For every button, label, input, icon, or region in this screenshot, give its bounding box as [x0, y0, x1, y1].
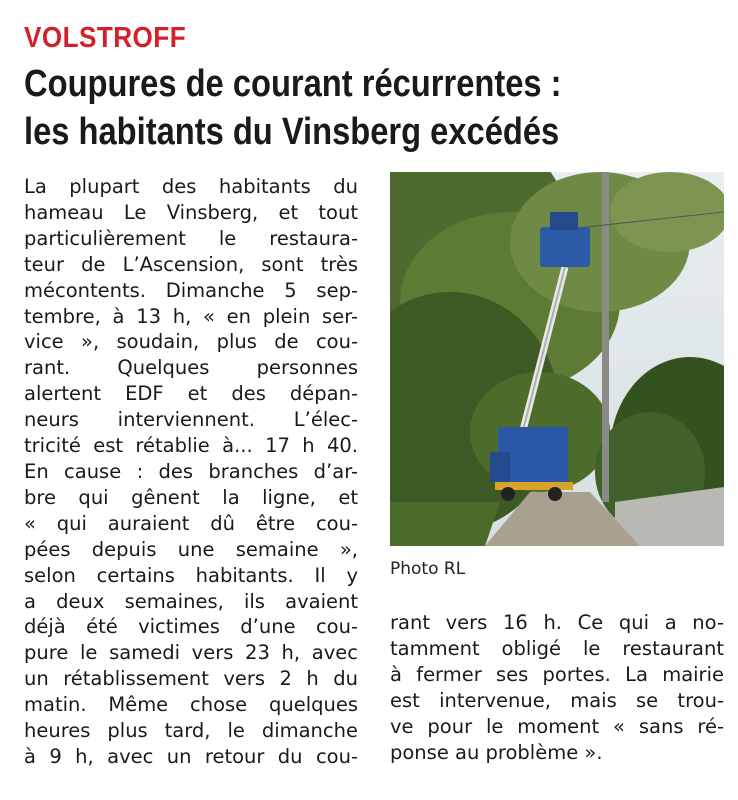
- text-line: vice », soudain, plus de cou-: [24, 330, 358, 354]
- headline: [24, 60, 626, 156]
- text-line: est intervenue, mais se trou-: [390, 688, 724, 712]
- article-column-right: [390, 610, 724, 765]
- text-line: mécontents. Dimanche 5 sep-: [24, 278, 358, 302]
- article-photo: [390, 172, 724, 546]
- text-line: matin. Même chose quelques: [24, 693, 358, 717]
- headline-line-2: les habitants du Vinsberg excédés: [24, 111, 560, 153]
- text-line: pure le samedi vers 23 h, avec: [24, 641, 358, 665]
- text-line: ve pour le moment « sans ré-: [390, 714, 724, 738]
- text-line: bre qui gênent la ligne, et: [24, 485, 358, 509]
- section-kicker: VOLSTROFF: [24, 22, 187, 54]
- text-line: heures plus tard, le dimanche: [24, 719, 358, 743]
- text-line: rant. Quelques personnes: [24, 356, 358, 380]
- text-line: à 9 h, avec un retour du cou-: [24, 744, 358, 768]
- text-line: a deux semaines, ils avaient: [24, 589, 358, 613]
- text-line: pées depuis une semaine »,: [24, 537, 358, 561]
- text-line: rant vers 16 h. Ce qui a no-: [390, 611, 724, 634]
- bucket-truck-illustration: [390, 172, 724, 546]
- text-line: En cause : des branches d’ar-: [24, 459, 358, 483]
- article-column-left: [24, 174, 358, 770]
- text-line: à fermer ses portes. La mairie: [390, 662, 724, 686]
- text-line: particulièrement le restaura-: [24, 226, 358, 250]
- text-line: teur de L’Ascension, sont très: [24, 252, 358, 276]
- text-line: La plupart des habitants du: [24, 175, 358, 198]
- text-line: tamment obligé le restaurant: [390, 636, 724, 660]
- text-line: tricité est rétablie à... 17 h 40.: [24, 434, 358, 458]
- text-line: ponse au problème ».: [390, 740, 603, 764]
- text-line: neurs interviennent. L’élec-: [24, 408, 358, 432]
- headline-line-1: Coupures de courant récurrentes :: [24, 63, 562, 105]
- text-line: déjà été victimes d’une cou-: [24, 615, 358, 639]
- text-line: alertent EDF et des dépan-: [24, 382, 358, 406]
- text-line: hameau Le Vinsberg, et tout: [24, 200, 358, 224]
- text-line: un rétablissement vers 2 h du: [24, 667, 358, 691]
- text-line: selon certains habitants. Il y: [24, 563, 358, 587]
- text-line: tembre, à 13 h, « en plein ser-: [24, 304, 358, 328]
- photo-caption: Photo RL: [390, 559, 466, 579]
- text-line: « qui auraient dû être cou-: [24, 511, 358, 535]
